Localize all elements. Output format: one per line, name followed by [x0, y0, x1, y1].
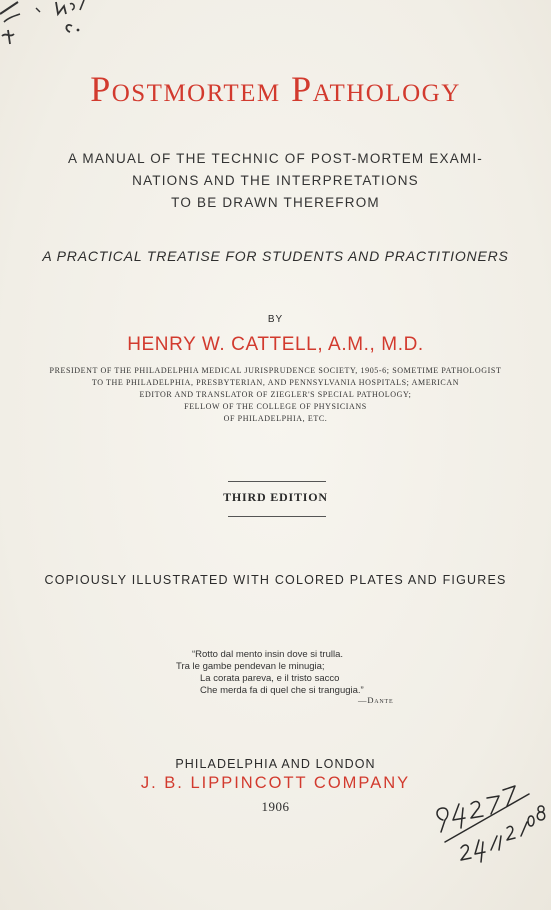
credentials-line-3: EDITOR AND TRANSLATOR OF ZIEGLER'S SPECIAL PATHOLOGY;: [139, 390, 412, 399]
publication-year: 1906: [261, 799, 290, 814]
epigraph-line-3: La corata pareva, e il tristo sacco: [200, 673, 340, 684]
attribution-dash: —: [358, 695, 368, 705]
credentials-line-2: TO THE PHILADELPHIA, PRESBYTERIAN, AND PENNSYLVANIA HOSPITALS; AMERICAN: [91, 378, 460, 387]
credentials-line-4: FELLOW OF THE COLLEGE OF PHYSICIANS: [184, 402, 367, 411]
author-name: HENRY W. CATTELL, A.M., M.D.: [127, 334, 424, 355]
divider-top: [228, 481, 326, 482]
edition-label: THIRD EDITION: [223, 490, 328, 504]
corner-stamp-marks: [0, 0, 110, 60]
handwritten-accession-note: [425, 780, 551, 870]
book-title: Postmortem Pathology: [90, 69, 461, 109]
attribution-name: Dante: [367, 695, 394, 705]
subtitle-line-1: A MANUAL OF THE TECHNIC OF POST-MORTEM EXAMI-: [67, 151, 484, 166]
divider-bottom: [228, 516, 326, 517]
subtitle-line-2: NATIONS AND THE INTERPRETATIONS: [132, 173, 419, 188]
epigraph-line-4: Che merda fa di quel che si trangugia.”: [200, 685, 364, 696]
credentials-line-5: OF PHILADELPHIA, ETC.: [223, 414, 328, 423]
epigraph-line-2: Tra le gambe pendevan le minugia;: [176, 661, 325, 672]
publisher-location: PHILADELPHIA AND LONDON: [175, 757, 376, 771]
treatise-line: A PRACTICAL TREATISE FOR STUDENTS AND PRACTITIONERS: [42, 248, 509, 264]
publisher-name: J. B. LIPPINCOTT COMPANY: [140, 774, 411, 792]
subtitle-line-3: TO BE DRAWN THEREFROM: [171, 195, 380, 210]
illustration-note: COPIOUSLY ILLUSTRATED WITH COLORED PLATES AND FIGURES: [44, 573, 507, 587]
epigraph-line-1: “Rotto dal mento insin dove si trulla.: [192, 649, 344, 660]
epigraph-attribution: [358, 695, 393, 705]
by-label: BY: [267, 314, 284, 325]
credentials-line-1: PRESIDENT OF THE PHILADELPHIA MEDICAL JURISPRUDENCE SOCIETY, 1905-6; SOMETIME PATHOLOGIST: [49, 366, 502, 375]
